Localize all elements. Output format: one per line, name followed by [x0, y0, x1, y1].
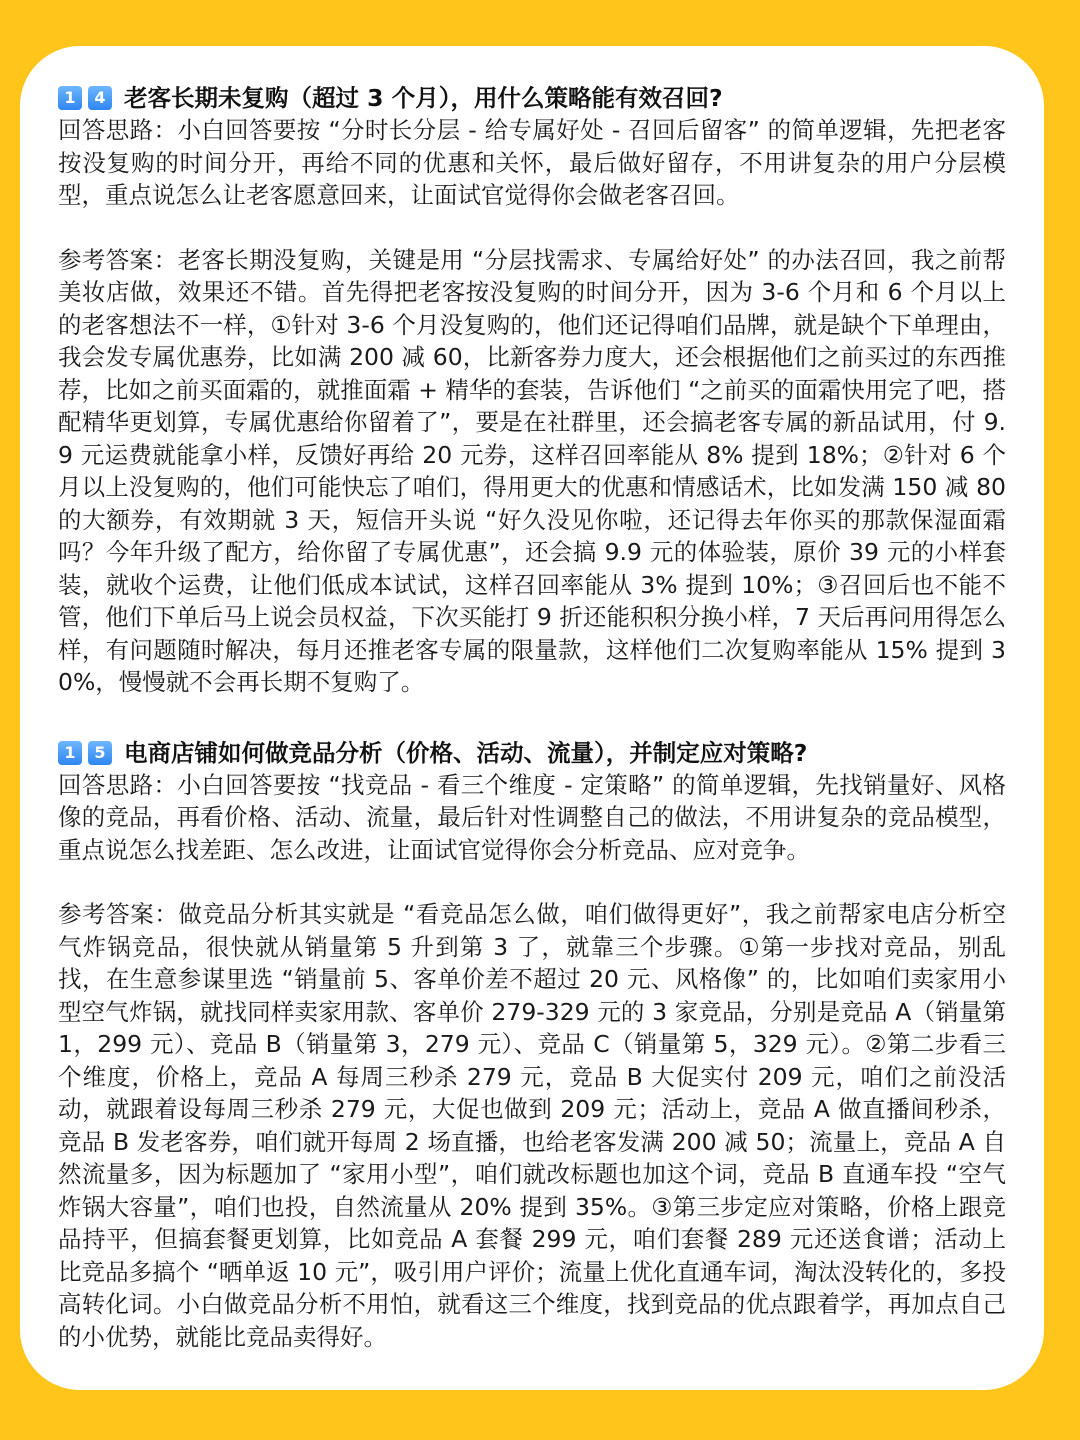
content-card — [20, 46, 1044, 1390]
qa-section-15 — [58, 737, 1006, 1354]
question-title: 电商店铺如何做竞品分析（价格、活动、流量），并制定应对策略? — [124, 738, 808, 767]
reference-answer: 参考答案：做竞品分析其实就是 “看竞品怎么做，咱们做得更好”，我之前帮家电店分析空气炸锅竞品，很快就从销量第 5 升到第 3 了，就靠三个步骤。①第一步找对竞品，别乱找，在生意参谋里选 “销量前 5、客单价差不超过 20 元、风格像” 的，比如咱们卖家用小型空气炸锅，就找同样卖家用款、客单价 279-329 元的 3 家竞品，分别是竞品 A（销量第 1，299 元）、竞品 B（销量第 3，279 元）、竞品 C（销量第 5，329 元）。②第二步看三个维度，价格上，竞品 A 每周三秒杀 279 元，竞品 B 大促实付 209 元，咱们之前没活动，就跟着设每周三秒杀 279 元，大促也做到 209 元；活动上，竞品 A 做直播间秒杀，竞品 B 发老客券，咱们就开每周 2 场直播，也给老客发满 200 减 50；流量上，竞品 A 自然流量多，因为标题加了 “家用小型”，咱们就改标题也加这个词，竞品 B 直通车投 “空气炸锅大容量”，咱们也投，自然流量从 20% 提到 35%。③第三步定应对策略，价格上跟竞品持平，但搞套餐更划算，比如竞品 A 套餐 299 元，咱们套餐 289 元还送食谱；活动上比竞品多搞个 “晒单返 10 元”，吸引用户评价；流量上优化直通车词，淘汰没转化的，多投高转化词。小白做竞品分析不用怕，就看这三个维度，找到竞品的优点跟着学，再加点自己的小优势，就能比竞品卖得好。 — [58, 900, 1006, 1351]
keycap-one-icon: 1 — [58, 741, 82, 765]
qa-section-14 — [58, 82, 1006, 699]
keycap-one-icon: 1 — [58, 86, 82, 110]
keycap-four-icon: 4 — [88, 86, 112, 110]
keycap-five-icon: 5 — [88, 741, 112, 765]
answer-idea: 回答思路：小白回答要按 “分时长分层 - 给专属好处 - 召回后留客” 的简单逻辑，先把老客按没复购的时间分开，再给不同的优惠和关怀，最后做好留存，不用讲复杂的用户分层模型，重点说怎么让老客愿意回来，让面试官觉得你会做老客召回。 — [58, 116, 1006, 209]
reference-answer: 参考答案：老客长期没复购，关键是用 “分层找需求、专属给好处” 的办法召回，我之前帮美妆店做，效果还不错。首先得把老客按没复购的时间分开，因为 3-6 个月和 6 个月以上的老客想法不一样，①针对 3-6 个月没复购的，他们还记得咱们品牌，就是缺个下单理由，我会发专属优惠券，比如满 200 减 60，比新客券力度大，还会根据他们之前买过的东西推荐，比如之前买面霜的，就推面霜 + 精华的套装，告诉他们 “之前买的面霜快用完了吧，搭配精华更划算，专属优惠给你留着了”，要是在社群里，还会搞老客专属的新品试用，付 9.9 元运费就能拿小样，反馈好再给 20 元券，这样召回率能从 8% 提到 18%；②针对 6 个月以上没复购的，他们可能快忘了咱们，得用更大的优惠和情感话术，比如发满 150 减 80 的大额券，有效期就 3 天，短信开头说 “好久没见你啦，还记得去年你买的那款保湿面霜吗？今年升级了配方，给你留了专属优惠”，还会搞 9.9 元的体验装，原价 39 元的小样套装，就收个运费，让他们低成本试试，这样召回率能从 3% 提到 10%；③召回后也不能不管，他们下单后马上说会员权益，下次买能打 9 折还能积积分换小样，7 天后再问用得怎么样，有问题随时解决，每月还推老客专属的限量款，这样他们二次复购率能从 15% 提到 30%，慢慢就不会再长期不复购了。 — [58, 245, 1006, 696]
question-title: 老客长期未复购（超过 3 个月），用什么策略能有效召回? — [124, 84, 723, 112]
answer-idea: 回答思路：小白回答要按 “找竞品 - 看三个维度 - 定策略” 的简单逻辑，先找销量好、风格像的竞品，再看价格、活动、流量，最后针对性调整自己的做法，不用讲复杂的竞品模型，重点说怎么找差距、怎么改进，让面试官觉得你会分析竞品、应对竞争。 — [58, 770, 1006, 864]
question-heading — [58, 82, 1006, 114]
question-heading — [58, 737, 1006, 769]
